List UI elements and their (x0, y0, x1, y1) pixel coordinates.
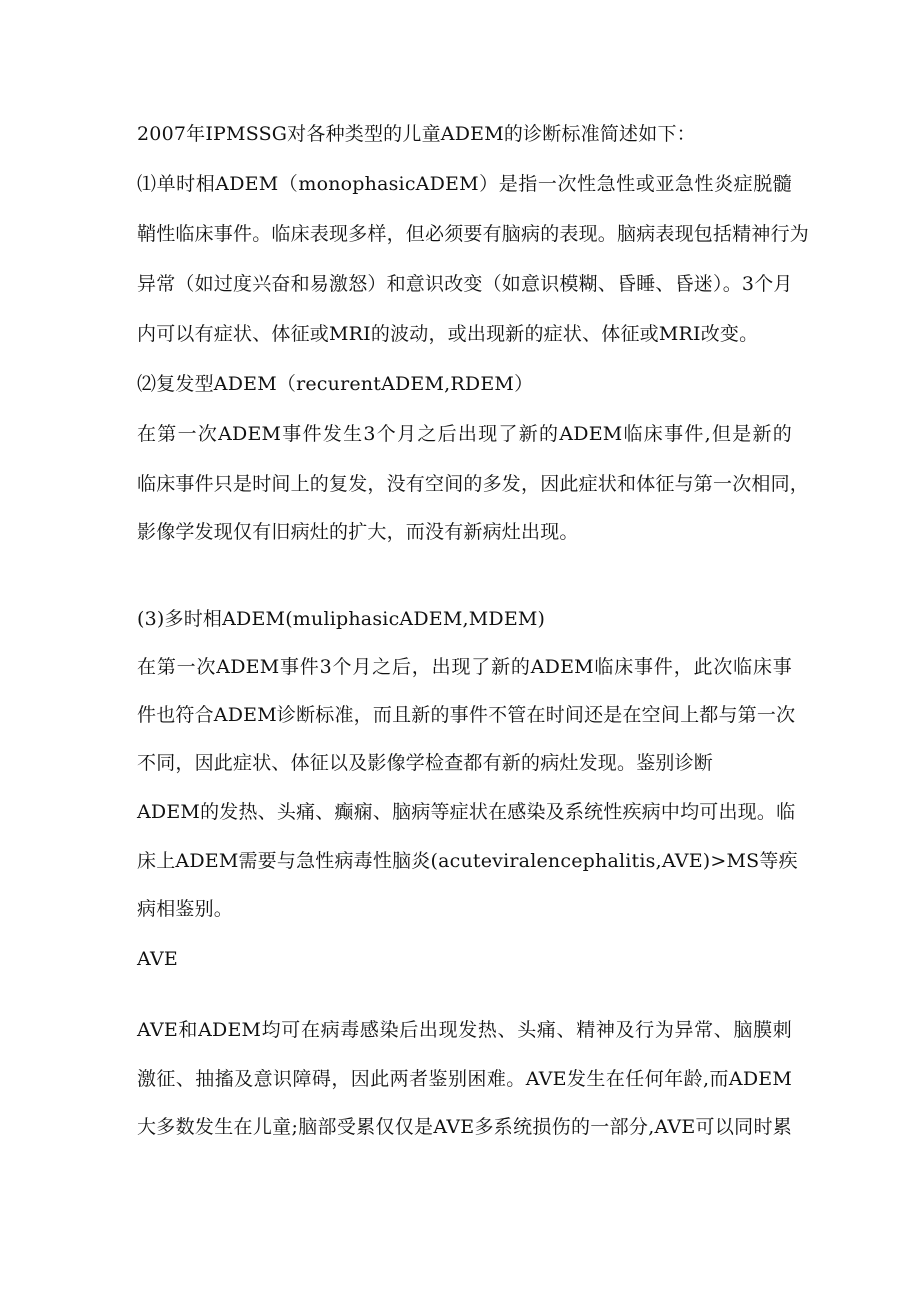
paragraph-intro: 2007年IPMSSG对各种类型的儿童ADEM的诊断标准简述如下： (137, 123, 696, 145)
paragraph-differential-line-1: ADEM的发热、头痛、癫痫、脑病等症状在感染及系统性疾病中均可出现。临 (137, 801, 796, 823)
paragraph-monophasic-line-1: ⑴单时相ADEM（monophasicADEM）是指一次性急性或亚急性炎症脱髓 (137, 173, 792, 195)
paragraph-monophasic-line-2: 鞘性临床事件。临床表现多样，但必须要有脑病的表现。脑病表现包括精神行为 (137, 223, 810, 245)
paragraph-monophasic-line-4: 内可以有症状、体征或MRI的波动，或出现新的症状、体征或MRI改变。 (137, 323, 759, 345)
paragraph-differential-line-3: 病相鉴别。 (137, 898, 234, 920)
heading-recurrent: ⑵复发型ADEM（recurentADEM,RDEM） (137, 373, 534, 395)
paragraph-multiphasic-line-1: 在第一次ADEM事件3个月之后，出现了新的ADEM临床事件，此次临床事 (137, 656, 792, 678)
heading-ave: AVE (137, 948, 178, 970)
paragraph-ave-line-3: 大多数发生在儿童;脑部受累仅仅是AVE多系统损伤的一部分,AVE可以同时累 (137, 1116, 792, 1138)
paragraph-recurrent-line-1: 在第一次ADEM事件发生3个月之后出现了新的ADEM临床事件,但是新的 (137, 423, 792, 445)
paragraph-ave-line-1: AVE和ADEM均可在病毒感染后出现发热、头痛、精神及行为异常、脑膜刺 (137, 1019, 792, 1041)
paragraph-multiphasic-line-3: 不同，因此症状、体征以及影像学检查都有新的病灶发现。鉴别诊断 (137, 752, 714, 774)
paragraph-differential-line-2: 床上ADEM需要与急性病毒性脑炎(acuteviralencephalitis,AVE)>MS等疾 (137, 850, 798, 872)
paragraph-recurrent-line-2: 临床事件只是时间上的复发，没有空间的多发，因此症状和体征与第一次相同， (137, 473, 810, 495)
paragraph-multiphasic-line-2: 件也符合ADEM诊断标准，而且新的事件不管在时间还是在空间上都与第一次 (137, 704, 796, 726)
paragraph-monophasic-line-3: 异常（如过度兴奋和易激怒）和意识改变（如意识模糊、昏睡、昏迷）。3个月 (137, 273, 793, 295)
paragraph-ave-line-2: 激征、抽搐及意识障碍，因此两者鉴别困难。AVE发生在任何年龄,而ADEM (137, 1068, 792, 1090)
paragraph-recurrent-line-3: 影像学发现仅有旧病灶的扩大，而没有新病灶出现。 (137, 521, 579, 543)
heading-multiphasic: (3)多时相ADEM(muliphasicADEM,MDEM) (137, 608, 546, 630)
